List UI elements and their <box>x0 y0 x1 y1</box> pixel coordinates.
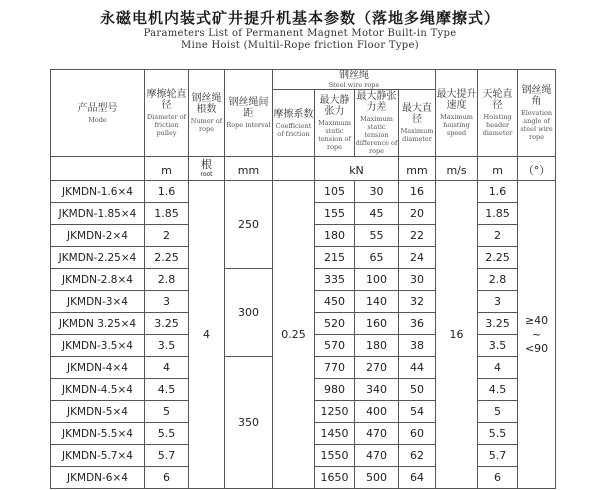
cell-max-tension-difference: 100 <box>355 269 399 291</box>
cell-max-tension-difference: 160 <box>355 313 399 335</box>
unit-pulley-diameter: m <box>145 157 189 181</box>
cell-max-tension-difference: 270 <box>355 357 399 379</box>
cell-rope-count: 4 <box>189 181 225 489</box>
cell-elevation-angle <box>518 181 556 489</box>
cell-guide-wheel-diameter: 1.6 <box>478 181 518 203</box>
title-chinese: 永磁电机内装式矿井提升机基本参数（落地多绳摩擦式） <box>99 9 500 27</box>
cell-pulley-diameter: 1.85 <box>145 203 189 225</box>
cell-max-rope-diameter: 20 <box>399 203 436 225</box>
header-guide-wheel-diameter: 天轮直径 Hoisting header diameter <box>478 70 518 157</box>
title-english-line1: Parameters List of Permanent Magnet Motor Built-in Type <box>143 28 457 39</box>
cell-max-static-tension: 1250 <box>315 401 355 423</box>
cell-pulley-diameter: 5.5 <box>145 423 189 445</box>
cell-max-static-tension: 980 <box>315 379 355 401</box>
cell-max-tension-difference: 30 <box>355 181 399 203</box>
table-row <box>51 181 556 203</box>
angle-text: ~ <box>531 327 542 341</box>
cell-model: JKMDN-1.6×4 <box>51 181 145 203</box>
cell-pulley-diameter: 3 <box>145 291 189 313</box>
header-max-static-tension: 最大静张力 Maximum static tension of rope <box>315 90 355 157</box>
cell-max-static-tension: 1550 <box>315 445 355 467</box>
cell-rope-interval: 250 <box>225 181 273 269</box>
cell-max-rope-diameter: 44 <box>399 357 436 379</box>
cell-guide-wheel-diameter: 2.25 <box>478 247 518 269</box>
cell-pulley-diameter: 3.5 <box>145 335 189 357</box>
cell-pulley-diameter: 5.7 <box>145 445 189 467</box>
cell-rope-interval: 300 <box>225 269 273 357</box>
cell-pulley-diameter: 3.25 <box>145 313 189 335</box>
parameters-table <box>50 69 556 489</box>
cell-max-tension-difference: 45 <box>355 203 399 225</box>
cell-pulley-diameter: 4.5 <box>145 379 189 401</box>
cell-max-tension-difference: 140 <box>355 291 399 313</box>
unit-rope-count: 根 root <box>189 157 225 181</box>
cell-guide-wheel-diameter: 3 <box>478 291 518 313</box>
cell-model: JKMDN-3.5×4 <box>51 335 145 357</box>
cell-model: JKMDN-5.7×4 <box>51 445 145 467</box>
cell-model: JKMDN-2×4 <box>51 225 145 247</box>
cell-model: JKMDN-3×4 <box>51 291 145 313</box>
cell-model: JKMDN-4×4 <box>51 357 145 379</box>
header-elevation-angle: 钢丝绳角 Elevation angle of steel wire rope <box>518 70 556 157</box>
cell-guide-wheel-diameter: 5 <box>478 401 518 423</box>
cell-pulley-diameter: 5 <box>145 401 189 423</box>
cell-friction-coefficient: 0.25 <box>273 181 315 489</box>
cell-max-static-tension: 1450 <box>315 423 355 445</box>
cell-pulley-diameter: 1.6 <box>145 181 189 203</box>
header-pulley-diameter: 摩擦轮直径 Diameter of friction pulley <box>145 70 189 157</box>
cell-guide-wheel-diameter: 2 <box>478 225 518 247</box>
cell-guide-wheel-diameter: 4 <box>478 357 518 379</box>
cell-max-rope-diameter: 36 <box>399 313 436 335</box>
angle-text: ≥40 <box>524 313 549 327</box>
cell-model: JKMDN-5.5×4 <box>51 423 145 445</box>
cell-max-rope-diameter: 50 <box>399 379 436 401</box>
cell-pulley-diameter: 2.8 <box>145 269 189 291</box>
unit-rope-diameter: mm <box>399 157 436 181</box>
cell-pulley-diameter: 2.25 <box>145 247 189 269</box>
cell-model: JKMDN 3.25×4 <box>51 313 145 335</box>
cell-pulley-diameter: 6 <box>145 467 189 489</box>
cell-max-static-tension: 335 <box>315 269 355 291</box>
cell-max-rope-diameter: 30 <box>399 269 436 291</box>
header-rope-interval: 钢丝绳间距 Rope interval <box>225 70 273 157</box>
angle-text: <90 <box>524 341 549 355</box>
cell-model: JKMDN-2.25×4 <box>51 247 145 269</box>
cell-model: JKMDN-6×4 <box>51 467 145 489</box>
cell-max-rope-diameter: 54 <box>399 401 436 423</box>
header-max-rope-diameter: 最大直径 Maximum diameter <box>399 90 436 157</box>
header-rope-count: 钢丝绳根数 Numer of rope <box>189 70 225 157</box>
cell-max-static-tension: 105 <box>315 181 355 203</box>
units-row <box>51 157 556 181</box>
cell-max-rope-diameter: 64 <box>399 467 436 489</box>
cell-max-static-tension: 155 <box>315 203 355 225</box>
cell-max-rope-diameter: 60 <box>399 423 436 445</box>
cell-max-tension-difference: 500 <box>355 467 399 489</box>
header-friction-coefficient: 摩擦系数 Coefficient of friction <box>273 90 315 157</box>
unit-friction-blank <box>273 157 315 181</box>
header-model: 产品型号 Mode <box>51 70 145 157</box>
cell-model: JKMDN-2.8×4 <box>51 269 145 291</box>
cell-max-tension-difference: 400 <box>355 401 399 423</box>
cell-guide-wheel-diameter: 6 <box>478 467 518 489</box>
title-english-line2: Mine Hoist (Multil-Rope friction Floor Type) <box>181 40 419 51</box>
cell-max-tension-difference: 470 <box>355 445 399 467</box>
cell-max-rope-diameter: 16 <box>399 181 436 203</box>
cell-max-static-tension: 450 <box>315 291 355 313</box>
cell-max-speed: 16 <box>436 181 478 489</box>
cell-max-rope-diameter: 24 <box>399 247 436 269</box>
unit-tension: kN <box>315 157 399 181</box>
cell-model: JKMDN-5×4 <box>51 401 145 423</box>
cell-max-tension-difference: 180 <box>355 335 399 357</box>
unit-speed: m/s <box>436 157 478 181</box>
cell-guide-wheel-diameter: 5.5 <box>478 423 518 445</box>
cell-model: JKMDN-4.5×4 <box>51 379 145 401</box>
unit-guide-wheel-diameter: m <box>478 157 518 181</box>
header-steel-wire-rope-group: 钢丝绳 Steel wire rope <box>273 70 436 90</box>
cell-max-static-tension: 770 <box>315 357 355 379</box>
cell-guide-wheel-diameter: 1.85 <box>478 203 518 225</box>
cell-guide-wheel-diameter: 2.8 <box>478 269 518 291</box>
cell-guide-wheel-diameter: 3.25 <box>478 313 518 335</box>
cell-model: JKMDN-1.85×4 <box>51 203 145 225</box>
cell-max-tension-difference: 470 <box>355 423 399 445</box>
cell-max-rope-diameter: 32 <box>399 291 436 313</box>
cell-rope-interval: 350 <box>225 357 273 489</box>
cell-max-rope-diameter: 62 <box>399 445 436 467</box>
unit-angle: （°） <box>518 157 556 181</box>
cell-max-static-tension: 570 <box>315 335 355 357</box>
unit-model-blank <box>51 157 145 181</box>
cell-max-static-tension: 215 <box>315 247 355 269</box>
header-max-speed: 最大提升速度 Maximum hoisting speed <box>436 70 478 157</box>
cell-max-static-tension: 1650 <box>315 467 355 489</box>
header-row-1 <box>51 70 556 90</box>
cell-max-rope-diameter: 22 <box>399 225 436 247</box>
cell-guide-wheel-diameter: 4.5 <box>478 379 518 401</box>
unit-rope-interval: mm <box>225 157 273 181</box>
title-block <box>0 0 600 52</box>
cell-max-rope-diameter: 38 <box>399 335 436 357</box>
cell-max-tension-difference: 340 <box>355 379 399 401</box>
cell-pulley-diameter: 2 <box>145 225 189 247</box>
header-max-tension-difference: 最大静张力差 Maximum static tension difference of rope <box>355 91 398 155</box>
cell-max-tension-difference: 55 <box>355 225 399 247</box>
cell-max-tension-difference: 65 <box>355 247 399 269</box>
table-body <box>51 181 556 489</box>
cell-guide-wheel-diameter: 3.5 <box>478 335 518 357</box>
cell-max-static-tension: 520 <box>315 313 355 335</box>
cell-max-static-tension: 180 <box>315 225 355 247</box>
cell-guide-wheel-diameter: 5.7 <box>478 445 518 467</box>
cell-pulley-diameter: 4 <box>145 357 189 379</box>
